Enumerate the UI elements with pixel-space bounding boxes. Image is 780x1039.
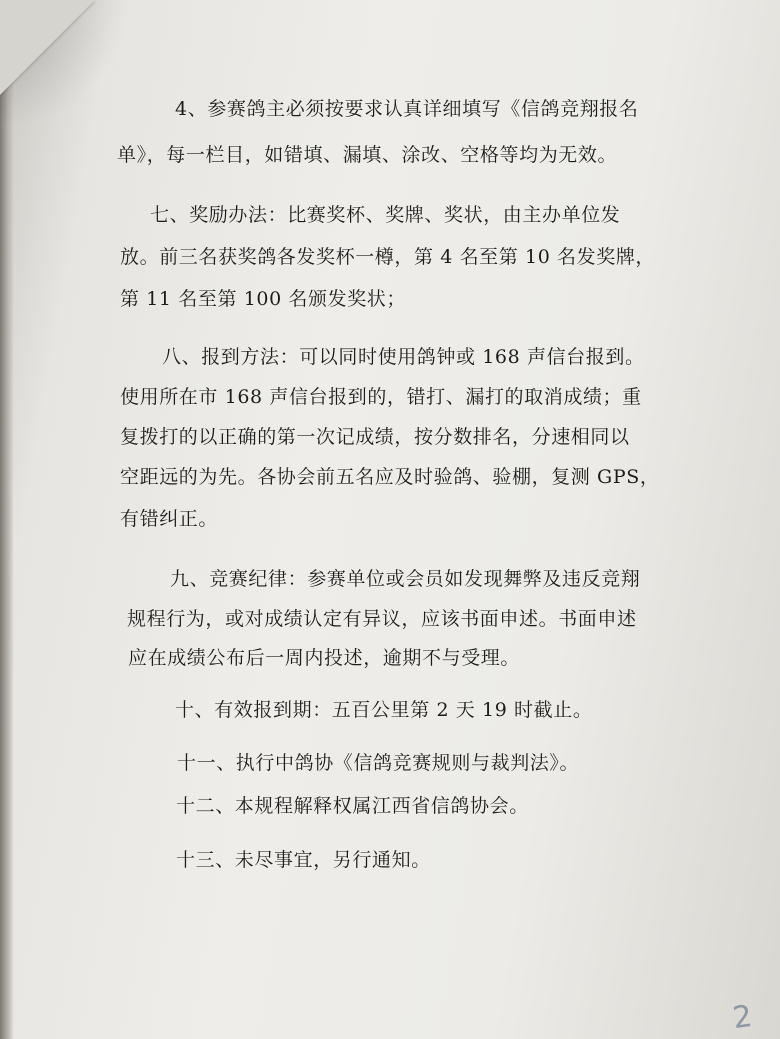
line-discipline-part2: 规程行为，或对成绩认定有异议，应该书面申述。书面申述 [127,608,637,630]
line-report-part5: 有错纠正。 [120,508,219,530]
line-report-part4: 空距远的为先。各协会前五名应及时验鸽、验棚，复测 GPS， [120,466,660,488]
line-interpretation: 十二、本规程解释权属江西省信鸽协会。 [176,795,529,817]
line-report-part1: 八、报到方法：可以同时使用鸽钟或 168 声信台报到。 [162,346,645,368]
line-discipline-part3: 应在成绩公布后一周内投述，逾期不与受理。 [128,647,521,669]
handwritten-page-mark: 2 [730,998,755,1037]
line-discipline-part1: 九、竞赛纪律：参赛单位或会员如发现舞弊及违反竞翔 [170,568,641,590]
line-other-matters: 十三、未尽事宜，另行通知。 [176,849,431,871]
line-reward-part3: 第 11 名至第 100 名颁发奖状； [120,288,407,310]
line-report-part2: 使用所在市 168 声信台报到的，错打、漏打的取消成绩；重 [120,386,642,408]
line-report-part3: 复拨打的以正确的第一次记成绩，按分数排名，分速相同以 [120,426,630,448]
line-item-rule-4-part1: 4、参赛鸽主必须按要求认真详细填写《信鸽竞翔报名 [175,98,639,120]
line-deadline: 十、有效报到期：五百公里第 2 天 19 时截止。 [175,699,593,721]
line-reward-part1: 七、奖励办法：比赛奖杯、奖牌、奖状，由主办单位发 [150,204,621,226]
line-item-rule-4-part2: 单》，每一栏目，如错填、漏填、涂改、空格等均为无效。 [117,144,618,166]
line-reward-part2: 放。前三名获奖鸽各发奖杯一樽，第 4 名至第 10 名发奖牌， [120,246,656,268]
page-left-edge [0,0,14,1039]
folded-corner [0,0,95,95]
line-rules-reference: 十一、执行中鸽协《信鸽竞赛规则与裁判法》。 [177,752,580,774]
